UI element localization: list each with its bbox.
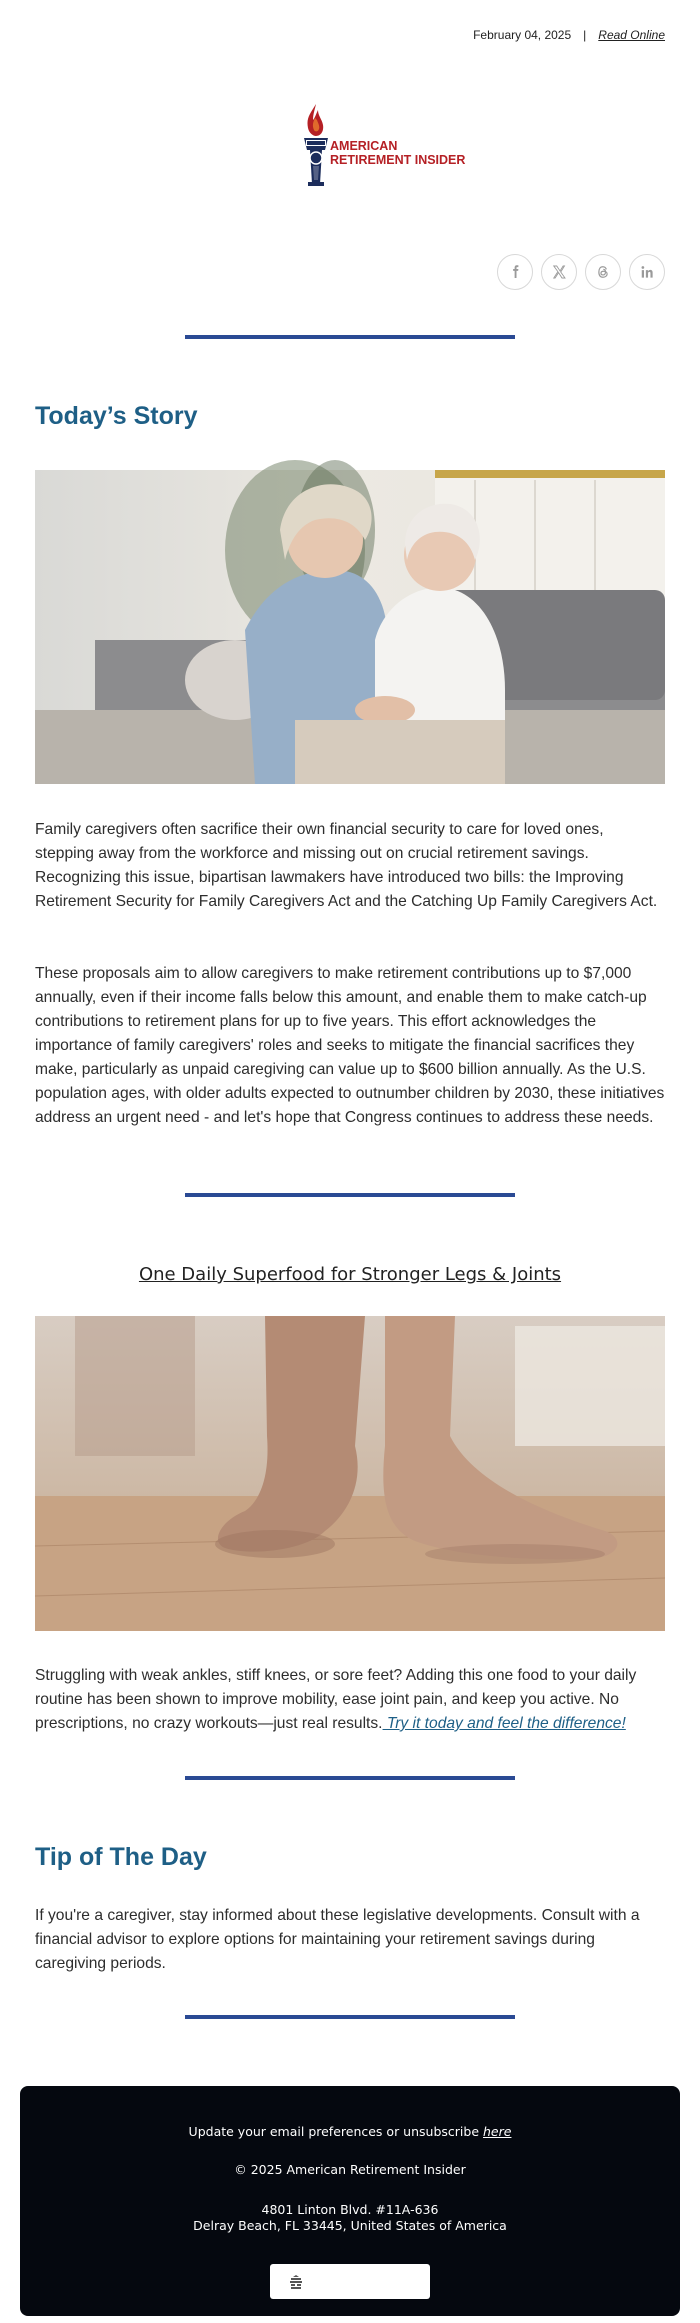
sponsored-cta-link[interactable]: Try it today and feel the difference! — [382, 1715, 626, 1732]
social-links — [497, 254, 665, 290]
issue-date: February 04, 2025 — [473, 28, 572, 42]
logo-line-1: AMERICAN — [330, 139, 398, 153]
powered-by-badge[interactable] — [270, 2264, 430, 2299]
threads-icon[interactable] — [585, 254, 621, 290]
section-divider — [185, 1776, 515, 1780]
caregiver-photo — [35, 470, 665, 784]
story-paragraph-1: Family caregivers often sacrifice their own financial security to care for loved ones, stepping away from the workforce and missing out on crucial retirement savings. Recognizing this issue, bipartisan lawmakers have introduced two bills: the Improving Retirement Security for Family Caregivers Act and the Catching Up Family Caregivers Act. — [35, 821, 658, 910]
todays-story-title: Today’s Story — [35, 402, 198, 430]
preferences-text: Update your email preferences or unsubscribe — [188, 2124, 483, 2139]
header-bar — [473, 26, 665, 44]
address-line-2: Delray Beach, FL 33445, United States of America — [193, 2218, 507, 2233]
section-divider — [185, 1193, 515, 1197]
section-divider — [185, 335, 515, 339]
sponsored-body: Struggling with weak ankles, stiff knees, or sore feet? Adding this one food to your daily routine has been shown to improve mobility, ease joint pain, and keep you active. No prescriptions, no crazy workouts—just real results. — [35, 1667, 637, 1732]
copyright: © 2025 American Retirement Insider — [234, 2162, 466, 2177]
unsubscribe-link[interactable]: here — [483, 2124, 512, 2139]
tip-text: If you're a caregiver, stay informed about these legislative developments. Consult with a financial advisor to explore options for maintaining your retirement savings during caregiving periods. — [35, 1907, 640, 1972]
read-online-link[interactable]: Read Online — [598, 28, 665, 42]
facebook-icon[interactable] — [497, 254, 533, 290]
story-paragraph-2: These proposals aim to allow caregivers to make retirement contributions up to $7,000 annually, even if their income falls below this amount, and enable them to make catch-up contributions to retirement plans for up to five years. This effort acknowledges the importance of family caregivers' roles and seeks to mitigate the financial sacrifices they make, particularly as unpaid caregiving can value up to $600 billion annually. As the U.S. population ages, with older adults expected to outnumber children by 2030, these initiatives address an urgent need - and let's hope that Congress continues to address these needs. — [35, 965, 665, 1126]
sponsored-text — [35, 1664, 665, 1736]
x-icon[interactable] — [541, 254, 577, 290]
logo-line-2: RETIREMENT INSIDER — [330, 153, 466, 167]
email-preferences-line — [20, 2124, 680, 2139]
brand-logo[interactable] — [280, 100, 466, 190]
tip-title: Tip of The Day — [35, 1843, 207, 1871]
footer — [20, 2086, 680, 2316]
beehiiv-icon — [288, 2274, 304, 2290]
header-separator: | — [583, 28, 587, 42]
section-divider — [185, 2015, 515, 2019]
powered-by-text: Powered by beehiiv — [311, 2275, 413, 2288]
linkedin-icon[interactable] — [629, 254, 665, 290]
feet-photo[interactable] — [35, 1316, 665, 1631]
sponsored-title-link[interactable]: One Daily Superfood for Stronger Legs & Joints — [138, 1264, 562, 1285]
address-line-1: 4801 Linton Blvd. #11A-636 — [261, 2202, 439, 2217]
